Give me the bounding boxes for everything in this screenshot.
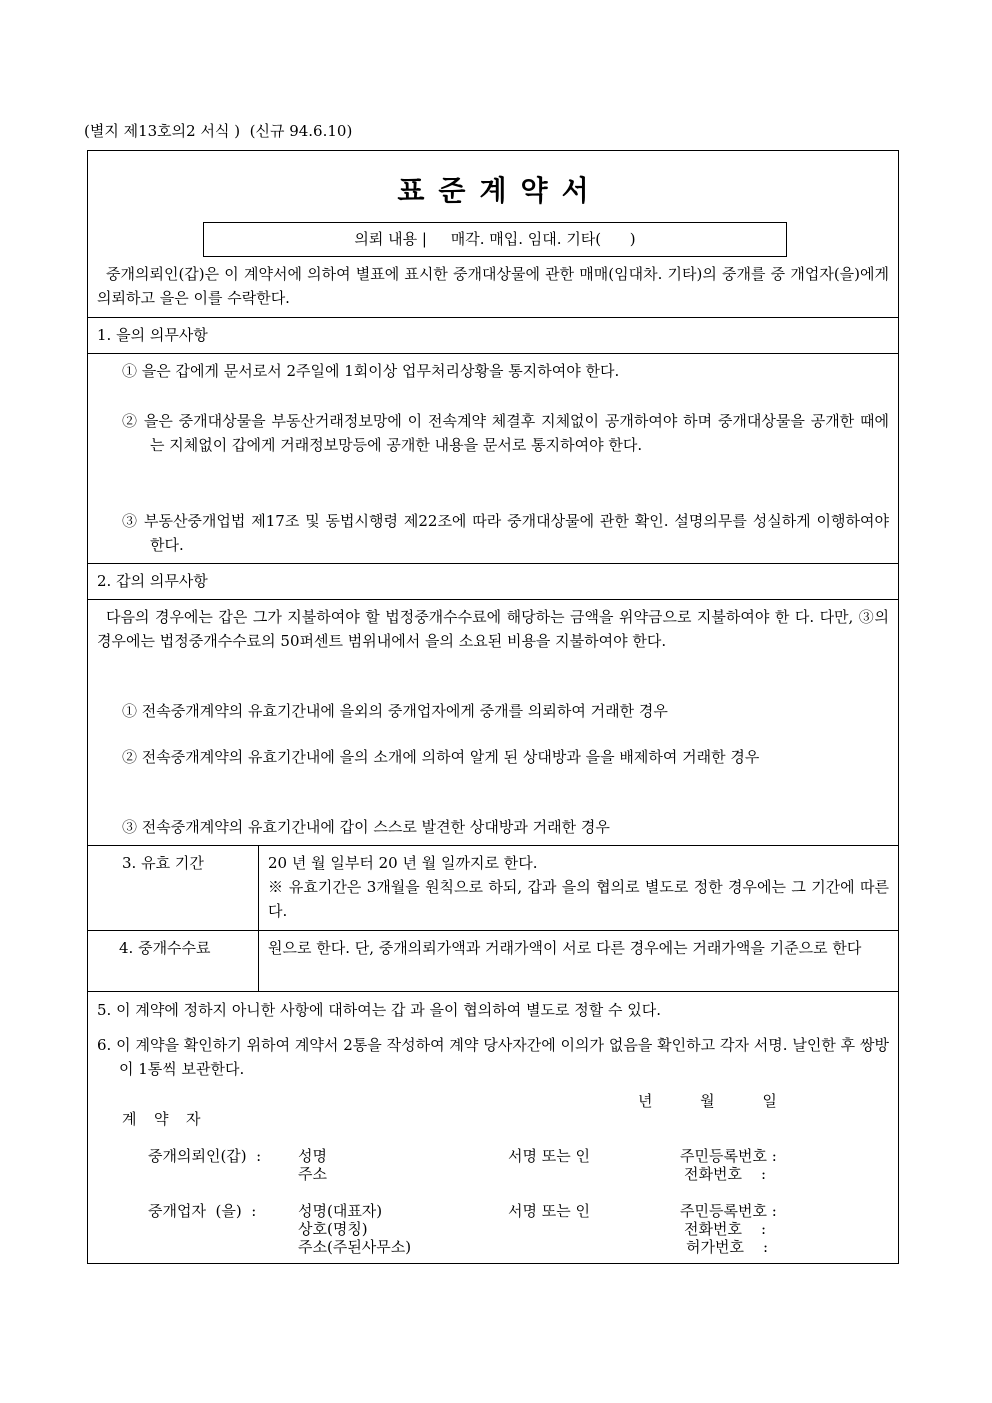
section-1-item: ② 을은 중개대상물을 부동산거래정보망에 이 전속계약 체결후 지체없이 공개하여야 하며 중개대상물을 공개한 때에는 지체없이 갑에게 거래정보망등에 공개한 내용을 문서로 통지하여야 한다. — [122, 412, 889, 454]
agent-trade-name-label: 상호(명칭) — [298, 1220, 368, 1238]
request-content-box: 의뢰 내용 | 매각. 매입. 임대. 기타( ) — [203, 222, 787, 257]
section-3-label: 3. 유효 기간 — [122, 854, 204, 872]
section-1-heading: 1. 을의 의무사항 — [97, 326, 208, 344]
client-phone-label: 전화번호 : — [684, 1165, 767, 1183]
agent-name-label: 성명(대표자) — [298, 1202, 383, 1220]
client-address-label: 주소 — [298, 1165, 327, 1183]
divider — [88, 930, 898, 931]
intro-paragraph: 중개의뢰인(갑)은 이 계약서에 의하여 별표에 표시한 중개대상물에 관한 매매(임대차. 기타)의 중개를 중 개업자(을)에게 의뢰하고 을은 이를 수락한다. — [97, 265, 889, 307]
section-2-item: ② 전속중개계약의 유효기간내에 을의 소개에 의하여 알게 된 상대방과 을을 배제하여 거래한 경우 — [122, 748, 760, 766]
validity-note: ※ 유효기간은 3개월을 원칙으로 하되, 갑과 을의 협의로 별도로 정한 경우에는 그 기간에 따른다. — [268, 878, 889, 920]
divider — [88, 317, 898, 318]
section-6: 6. 이 계약을 확인하기 위하여 계약서 2통을 작성하여 계약 당사자간에 이의가 없음을 확인하고 각자 서명. 날인한 후 쌍방이 1통씩 보관한다. — [97, 1036, 889, 1078]
section-2-heading: 2. 갑의 의무사항 — [97, 572, 208, 590]
table-column-divider — [258, 845, 259, 991]
agent-phone-label: 전화번호 : — [684, 1220, 767, 1238]
section-4-label: 4. 중개수수료 — [119, 939, 211, 957]
signing-date: 년 월 일 — [638, 1092, 777, 1110]
validity-period: 20 년 월 일부터 20 년 월 일까지로 한다. — [268, 854, 538, 872]
agent-resident-no-label: 주민등록번호 : — [680, 1202, 777, 1220]
section-2-item: ① 전속중개계약의 유효기간내에 을외의 중개업자에게 중개를 의뢰하여 거래한 경우 — [122, 702, 668, 720]
agent-label: 중개업자 (을) : — [148, 1202, 262, 1220]
client-label: 중개의뢰인(갑) : — [148, 1147, 267, 1165]
parties-label: 계 약 자 — [122, 1110, 201, 1128]
agent-address-label: 주소(주된사무소) — [298, 1238, 412, 1256]
document-title: 표준계약서 — [397, 174, 603, 207]
commission-text: 원으로 한다. 단, 중개의뢰가액과 거래가액이 서로 다른 경우에는 거래가액을 기준으로 한다 — [268, 939, 862, 957]
divider — [88, 353, 898, 354]
divider — [88, 563, 898, 564]
section-1-item: ③ 부동산중개업법 제17조 및 동법시행령 제22조에 따라 중개대상물에 관한 확인. 설명의무를 성실하게 이행하여야 한다. — [122, 512, 889, 554]
section-1-item: ① 을은 갑에게 문서로서 2주일에 1회이상 업무처리상황을 통지하여야 한다. — [122, 362, 620, 380]
divider — [88, 599, 898, 600]
agent-sign-label: 서명 또는 인 — [508, 1202, 590, 1220]
section-2-intro: 다음의 경우에는 갑은 그가 지불하여야 할 법정중개수수료에 해당하는 금액을 위약금으로 지불하여야 한 다. 다만, ③의 경우에는 법정중개수수료의 50퍼센트 범위내에서 을의 소요된 비용을 지불하여야 한다. — [97, 608, 889, 650]
client-sign-label: 서명 또는 인 — [508, 1147, 590, 1165]
divider — [88, 845, 898, 846]
section-2-item: ③ 전속중개계약의 유효기간내에 갑이 스스로 발견한 상대방과 거래한 경우 — [122, 818, 610, 836]
client-name-label: 성명 — [298, 1147, 327, 1165]
divider — [88, 991, 898, 992]
section-5: 5. 이 계약에 정하지 아니한 사항에 대하여는 갑 과 을이 협의하여 별도로 정할 수 있다. — [97, 1001, 662, 1019]
agent-license-no-label: 허가번호 : — [686, 1238, 769, 1256]
client-resident-no-label: 주민등록번호 : — [680, 1147, 777, 1165]
contract-form — [87, 150, 899, 1264]
form-header-note: (별지 제13호의2 서식 ) (신규 94.6.10) — [84, 122, 353, 140]
